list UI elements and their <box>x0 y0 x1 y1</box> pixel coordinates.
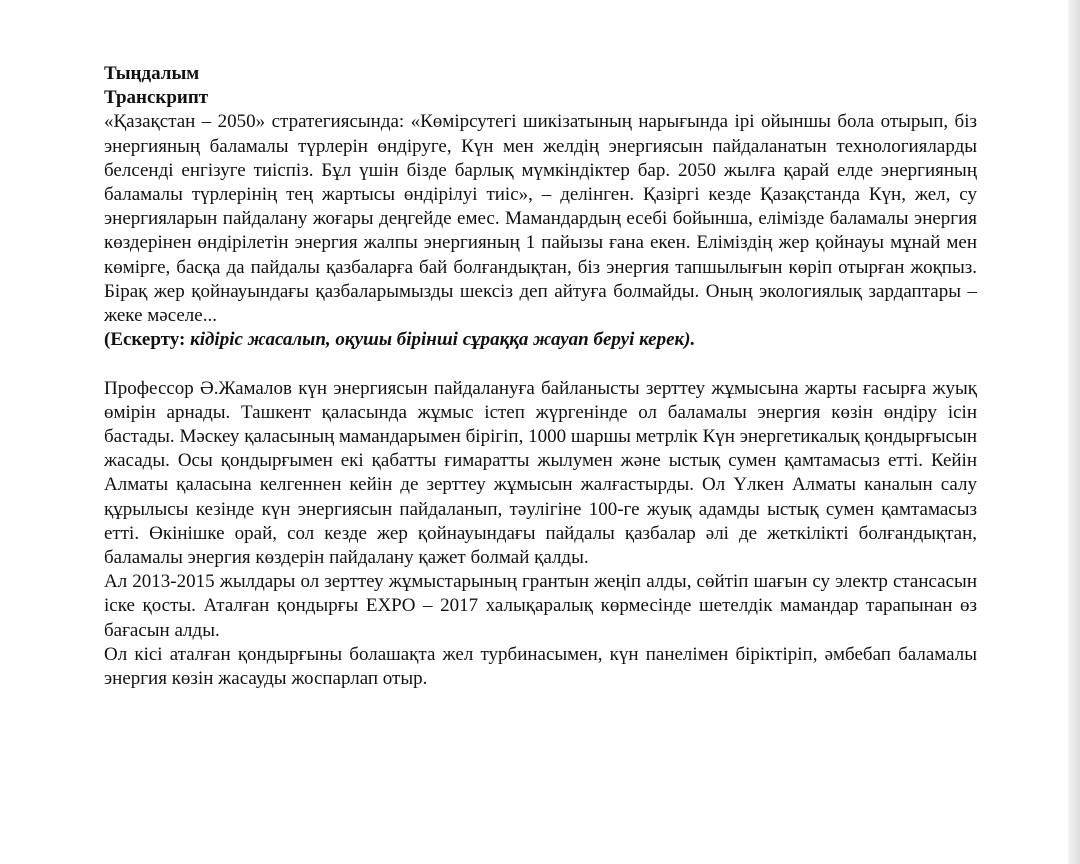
teacher-note <box>104 328 977 352</box>
paragraph-future-plans: Ол кісі аталған қондырғыны болашақта жел турбинасымен, күн панелімен біріктіріп, әмбебап баламалы энергия көзін жасауды жоспарлап отыр. <box>104 643 977 690</box>
heading-listening: Тыңдалым <box>104 63 200 84</box>
paragraph-grant: Ал 2013-2015 жылдары ол зерттеу жұмыстарының грантын жеңіп алды, сөйтіп шағын су электр стансасын іске қосты. Аталған қондырғы EXPO – 2017 халықаралық көрмесінде шетелдік мамандар тарапынан өз бағасын алды. <box>104 571 977 641</box>
note-text: кідіріс жасалып, оқушы бірінші сұраққа жауап беруі керек). <box>190 329 696 351</box>
heading-transcript: Транскрипт <box>104 87 209 109</box>
note-label: (Ескерту: <box>104 329 191 351</box>
page-edge-shadow <box>1068 0 1080 864</box>
paragraph-professor: Профессор Ә.Жамалов күн энергиясын пайдалануға байланысты зерттеу жұмысына жарты ғасырға жуық өмірін арнады. Ташкент қаласында жұмыс істеп жүргенінде ол баламалы энергия көзін өндіру ісін бастады. Мәскеу қаласының мамандарымен бірігіп, 1000 шаршы метрлік Күн энергетикалық қондырғысын жасады. Осы қондырғымен екі қабатты ғимаратты жылумен және ыстық сумен қамтамасыз етті. Кейін Алматы қаласына келгеннен кейін де зерттеу жұмысын жалғастырды. Ол Үлкен Алматы каналын салу құрылысы кезінде күн энергиясын пайдаланып, тәулігіне 100-ге жуық адамды ыстық сумен қамтамасыз етті. Өкінішке орай, сол кезде жер қойнауындағы пайдалы қазбалар әлі де жеткілікті болғандықтан, баламалы энергия көздерін пайдалану қажет болмай қалды. <box>104 377 977 569</box>
paragraph-strategy: «Қазақстан – 2050» стратегиясында: «Көмірсутегі шикізатының нарығында ірі ойыншы бола отырып, біз энергияның баламалы түрлерін өндіруге, Күн мен желдің энергиясын пайдаланатын технологияларды белсенді енгізуге тиіспіз. Бұл үшін бізде барлық мүмкіндіктер бар. 2050 жылға қарай елде энергияның баламалы түрлерінің тең жартысы өндірілуі тиіс», – делінген. Қазіргі кезде Қазақстанда Күн, жел, су энергияларын пайдалану жоғары деңгейде емес. Мамандардың есебі бойынша, елімізде баламалы энергия көздерінен өндірілетін энергия жалпы энергияның 1 пайызы ғана екен. Еліміздің жер қойнауы мұнай мен көмірге, басқа да пайдалы қазбаларға бай болғандықтан, біз энергия тапшылығын көріп отырған жоқпыз. Бірақ жер қойнауындағы қазбаларымызды шексіз деп айтуға болмайды. Оның экологиялық зардаптары – жеке мәселе... <box>104 111 977 327</box>
document-content <box>104 62 977 691</box>
paragraph-gap <box>104 352 977 376</box>
